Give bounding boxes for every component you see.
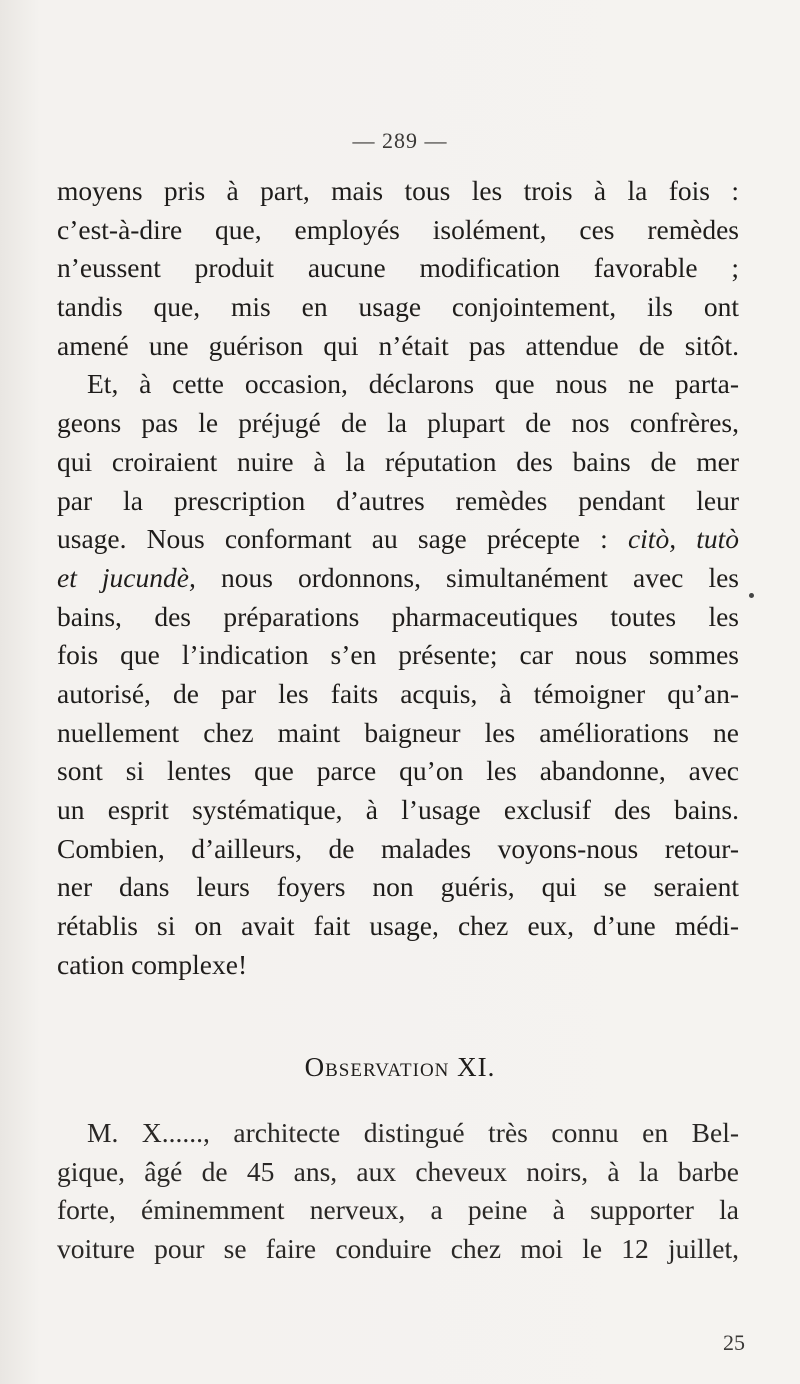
text-segment: usage. Nous conformant au sage précepte : <box>57 523 628 555</box>
text-line: un esprit systématique, à l’usage exclusif des bains. <box>57 794 739 825</box>
text-line: bains, des préparations pharmaceutiques toutes les <box>57 600 739 632</box>
text-line: tandis que, mis en usage conjointement, ils ont <box>57 291 739 323</box>
text-line-mixed <box>57 520 739 559</box>
text-line: forte, éminemment nerveux, a peine à supporter la <box>57 1194 739 1226</box>
text-line: c’est-à-dire que, employés isolément, ces remèdes <box>57 213 739 245</box>
text-line: fois que l’indication s’en présente; car nous sommes <box>57 639 739 671</box>
text-line: voiture pour se faire conduire chez moi le 12 juillet, <box>57 1233 739 1265</box>
text-line: Combien, d’ailleurs, de malades voyons-nous retour- <box>57 832 739 864</box>
text-line: M. X......, architecte distingué très connu en Bel- <box>87 1117 739 1148</box>
text-line: rétablis si on avait fait usage, chez eux, d’une médi- <box>57 910 739 942</box>
heading-text: Observation XI. <box>304 1052 496 1082</box>
text-line: Et, à cette occasion, déclarons que nous ne parta- <box>87 368 739 400</box>
signature-mark: 25 <box>723 1330 745 1355</box>
text-line: nuellement chez maint baigneur les améliorations ne <box>57 716 739 748</box>
page-number: — 289 — <box>352 128 448 153</box>
text-line: qui croiraient nuire à la réputation des bains de mer <box>57 445 739 477</box>
latin-quote: citò, tutò <box>627 523 739 555</box>
text-line: geons pas le préjugé de la plupart de nos confrères, <box>57 407 739 439</box>
section-heading <box>0 1052 800 1083</box>
text-line: n’eussent produit aucune modification favorable ; <box>57 252 739 284</box>
text-line: par la prescription d’autres remèdes pendant leur <box>57 484 739 516</box>
text-line: amené une guérison qui n’était pas attendue de sitôt. <box>57 329 739 361</box>
text-line: sont si lentes que parce qu’on les abandonne, avec <box>57 755 739 787</box>
main-paragraph <box>57 172 739 984</box>
text-line: ner dans leurs foyers non guéris, qui se seraient <box>57 871 739 903</box>
text-line: gique, âgé de 45 ans, aux cheveux noirs, à la barbe <box>57 1155 739 1187</box>
text-line: cation complexe! <box>57 948 248 980</box>
text-line: autorisé, de par les faits acquis, à témoigner qu’an- <box>57 677 739 709</box>
latin-quote: et jucundè, <box>57 561 196 593</box>
text-line: moyens pris à part, mais tous les trois à la fois : <box>57 175 739 206</box>
margin-dot <box>749 593 754 598</box>
text-line-mixed <box>57 559 739 598</box>
observation-paragraph <box>57 1114 739 1269</box>
text-segment: nous ordonnons, simultanément avec les <box>220 561 740 593</box>
